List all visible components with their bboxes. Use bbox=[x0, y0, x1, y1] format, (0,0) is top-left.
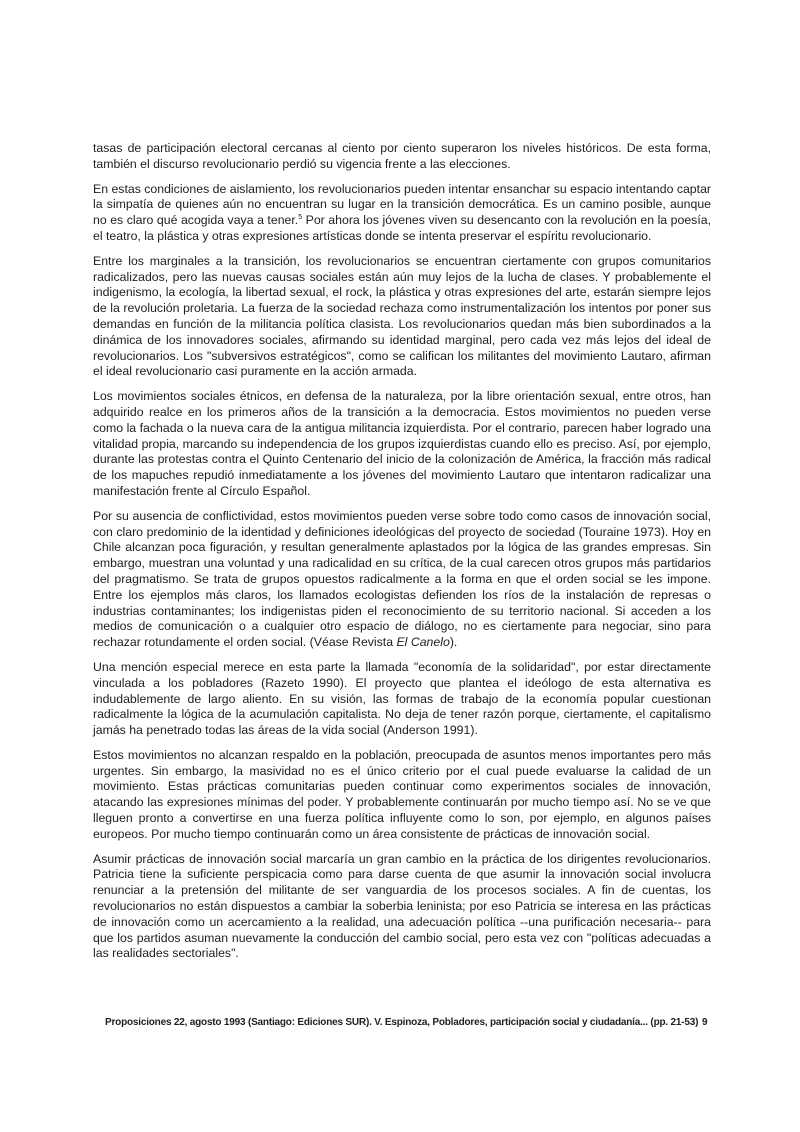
paragraph-7: Estos movimientos no alcanzan respaldo en la población, preocupada de asuntos menos importantes pero más urgentes. Sin embargo, la masividad no es el único criterio por el cual puede evaluarse la calidad de un movimiento. Estas prácticas comunitarias pueden continuar como experimentos sociales de innovación, atacando las expresiones mínimas del poder. Y probablemente continuarán por mucho tiempo así. No se ve que lleguen pronto a convertirse en una fuerza política influyente como lo son, por ejemplo, en algunos países europeos. Por mucho tiempo continuarán como un área consistente de prácticas de innovación social. bbox=[93, 747, 711, 841]
paragraph-1: tasas de participación electoral cercanas al ciento por ciento superaron los niveles históricos. De esta forma, también el discurso revolucionario perdió su vigencia frente a las elecciones. bbox=[93, 141, 711, 171]
document-body bbox=[93, 141, 711, 971]
paragraph-6: Una mención especial merece en esta parte la llamada "economía de la solidaridad", por estar directamente vinculada a los pobladores (Razeto 1990). El proyecto que plantea el ideólogo de esta alternativa es indudablemente de largo aliento. En su visión, las formas de trabajo de la economía popular cuestionan radicalmente la lógica de la acumulación capitalista. No deja de tener razón porque, ciertamente, el capitalismo jamás ha penetrado todas las áreas de la vida social (Anderson 1991). bbox=[93, 659, 711, 738]
journal-title: El Canelo bbox=[396, 635, 450, 650]
paragraph-2: En estas condiciones de aislamiento, los revolucionarios pueden intentar ensanchar su espacio intentando captar la simpatía de quienes aún no encuentran su lugar en la transición democrática. Es un camino posible, aunque no es claro qué acogida vaya a tener.$^5$ Por ahora los jóvenes viven su desencanto con la revolución en la poesía, el teatro, la plástica y otras expresiones artísticas donde se intenta preservar el espíritu revolucionario. bbox=[93, 181, 712, 243]
page-number: 9 bbox=[702, 1017, 708, 1028]
paragraph-3: Entre los marginales a la transición, los revolucionarios se encuentran ciertamente con grupos comunitarios radicalizados, pero las nuevas causas sociales están aún muy lejos de la lucha de clases. Y probablemente el indigenismo, la ecología, la libertad sexual, el rock, la plástica y otras expresiones del arte, estarán siempre lejos de la revolución proletaria. La fuerza de la sociedad rechaza como instrumentalización los intentos por poner sus demandas en función de la militancia política clasista. Los revolucionarios quedan más bien subordinados a la dinámica de los innovadores sociales, afirmando su identidad marginal, pero cada vez más lejos del ideal de revolucionarios. Los "subversivos estratégicos", como se califican los militantes del movimiento Lautaro, afirman el ideal revolucionario casi puramente en la acción armada. bbox=[93, 253, 711, 379]
page-footer bbox=[105, 1017, 708, 1028]
footer-citation: Proposiciones 22, agosto 1993 (Santiago: Ediciones SUR). V. Espinoza, Pobladores, participación social y ciudadanía... (pp. 21-53) bbox=[105, 1017, 699, 1028]
paragraph-5: Por su ausencia de conflictividad, estos movimientos pueden verse sobre todo como casos de innovación social, con claro predominio de la identidad y definiciones ideológicas del proyecto de sociedad (Touraine 1973). Hoy en Chile alcanzan poca figuración, y resultan generalmente aplastados por la lógica de las grandes empresas. Sin embargo, muestran una voluntad y una radicalidad en su crítica, de la cual carecen otros grupos más partidarios del pragmatismo. Se trata de grupos opuestos radicalmente a la forma en que el orden social se les impone. Entre los ejemplos más claros, los llamados ecologistas defienden los ríos de la instalación de represas o industrias contaminantes; los indigenistas piden el reconocimiento de su territorio nacional. Si acceden a los medios de comunicación o a cualquier otro espacio de diálogo, no es ciertamente para negociar, sino para rechazar rotundamente el orden social. (Véase Revista El Canelo). bbox=[93, 508, 711, 650]
paragraph-8: Asumir prácticas de innovación social marcaría un gran cambio en la práctica de los dirigentes revolucionarios. Patricia tiene la suficiente perspicacia como para darse cuenta de que asumir la innovación social involucra renunciar a la pretensión del militante de ser vanguardia de los procesos sociales. A fin de cuentas, los revolucionarios no están dispuestos a cambiar la soberbia leninista; por eso Patricia se interesa en las prácticas de innovación como un acercamiento a la realidad, una adecuación política --una purificación necesaria-- para que los partidos asuman nuevamente la conducción del cambio social, pero esta vez con "políticas adecuadas a las realidades sectoriales". bbox=[93, 851, 711, 961]
paragraph-4: Los movimientos sociales étnicos, en defensa de la naturaleza, por la libre orientación sexual, entre otros, han adquirido realce en los primeros años de la transición a la democracia. Estos movimientos no pueden verse como la fachada o la nueva cara de la antigua militancia izquierdista. Por el contrario, parecen haber logrado una vitalidad propia, marcando su independencia de los grupos izquierdistas cuando ello es preciso. Así, por ejemplo, durante las protestas contra el Quinto Centenario del inicio de la colonización de América, la fracción más radical de los mapuches repudió inmediatamente a los jóvenes del movimiento Lautaro que intentaron radicalizar una manifestación frente al Círculo Español. bbox=[93, 389, 711, 498]
footnote-ref: 5 bbox=[298, 214, 303, 222]
